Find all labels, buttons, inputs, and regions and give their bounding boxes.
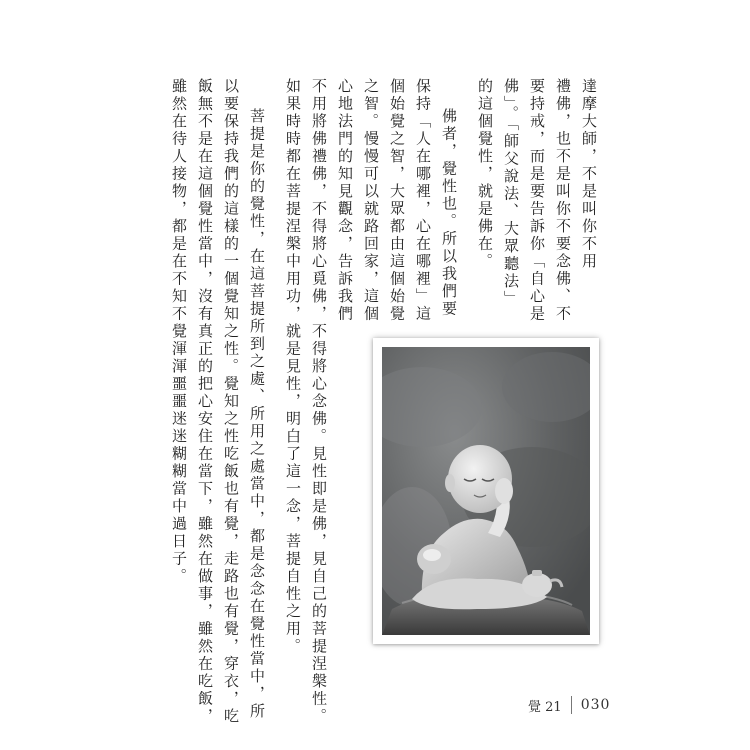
text-column-16: 雖然在待人接物，都是在不知不覺渾渾噩噩迷迷糊糊當中過日子。 — [170, 78, 188, 586]
text-column-4: 佛」。「師父說法、大眾聽法」 — [502, 78, 520, 308]
text-column-13: 菩提是你的覺性，在這菩提所到之處、所用之處當中，都是念念在覺性當中，所 — [248, 108, 266, 721]
text-column-6: 佛者，覺性也。所以我們要 — [440, 108, 458, 318]
text-column-12: 如果時時都在菩提涅槃中用功，就是見性，明白了這一念，菩提自性之用。 — [284, 78, 302, 656]
page-number: 030 — [580, 697, 611, 713]
text-column-11: 不用將佛禮佛，不得將心覓佛，不得將心念佛。見性即是佛，見自己的菩提涅槃性。 — [310, 78, 328, 726]
monk-figurine-illustration — [382, 347, 590, 635]
photo-frame — [373, 338, 599, 644]
text-column-10: 心地法門的知見觀念，告訴我們 — [336, 78, 354, 323]
text-column-2: 禮佛，也不是叫你不要念佛、不 — [554, 78, 572, 323]
text-column-5: 的這個覺性，就是佛在。 — [476, 78, 494, 271]
text-column-14: 以要保持我們的這樣的一個覺知之性。覺知之性吃飯也有覺，走路也有覺，穿衣，吃 — [222, 78, 240, 726]
text-column-8: 個始覺之智，大眾都由這個始覺 — [388, 78, 406, 323]
text-column-7: 保持「人在哪裡，心在哪裡」這 — [414, 78, 432, 323]
monk-figurine-photo — [382, 347, 590, 635]
page-footer — [528, 695, 610, 715]
text-column-9: 之智。慢慢可以就路回家，這個 — [362, 78, 380, 323]
text-column-15: 飯無不是在這個覺性當中，沒有真正的把心安住在當下，雖然在做事，雖然在吃飯， — [196, 78, 214, 726]
text-column-3: 要持戒，而是要告訴你「自心是 — [528, 78, 546, 323]
text-column-1: 達摩大師，不是叫你不用 — [580, 78, 598, 271]
book-label: 覺 21 — [528, 699, 562, 715]
footer-divider — [571, 696, 572, 714]
